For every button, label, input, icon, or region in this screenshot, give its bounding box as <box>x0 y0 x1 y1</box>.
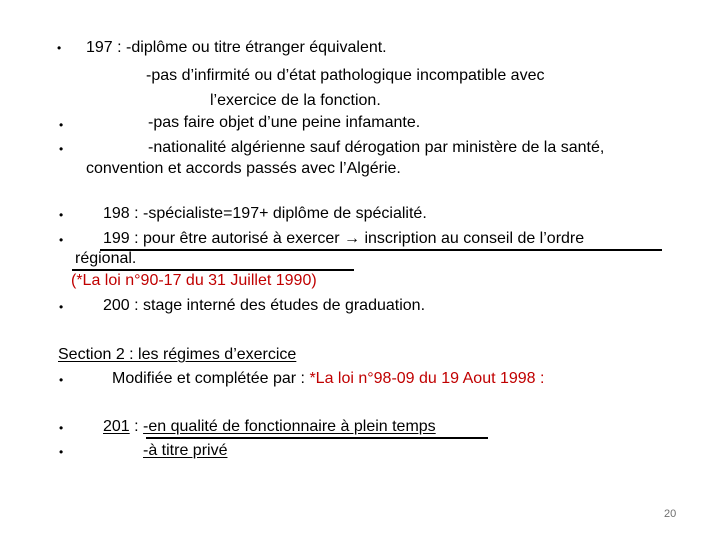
law-reference: *La loi n°98-09 du 19 Aout 1998 : <box>309 370 545 387</box>
text-line: 198 : -spécialiste=197+ diplôme de spécialité. <box>103 205 427 222</box>
text-line: -en qualité de fonctionnaire à plein temps <box>143 418 436 435</box>
text-line: -nationalité algérienne sauf dérogation par ministère de la santé, <box>148 139 605 156</box>
text-line: 197 : -diplôme ou titre étranger équivalent. <box>86 39 387 56</box>
text-line: l’exercice de la fonction. <box>210 92 381 109</box>
text-line: 200 : stage interné des études de graduation. <box>103 297 426 314</box>
bullet: • <box>57 41 62 55</box>
bullet: • <box>59 233 64 247</box>
separator: : <box>129 418 144 435</box>
article-number: 201 <box>103 418 130 435</box>
text-line <box>103 416 436 438</box>
bullet: • <box>59 208 64 222</box>
text-line: 199 : pour être autorisé à exercer → inscription au conseil de l’ordre <box>103 230 585 247</box>
bullet: • <box>59 142 64 156</box>
text-line: -à titre privé <box>143 442 228 459</box>
underline-bar <box>146 437 488 439</box>
bullet: • <box>59 421 64 435</box>
bullet: • <box>59 300 64 314</box>
law-reference: (*La loi n°90-17 du 31 Juillet 1990) <box>71 272 317 289</box>
modification-prefix: Modifiée et complétée par : <box>112 370 310 387</box>
text-line: régional. <box>75 250 137 267</box>
page-number: 20 <box>664 508 677 520</box>
text-line: -pas faire objet d’une peine infamante. <box>148 114 421 131</box>
text-line <box>112 368 544 390</box>
text-line: -pas d’infirmité ou d’état pathologique incompatible avec <box>146 67 545 84</box>
underline-bar <box>100 249 662 251</box>
bullet: • <box>59 118 64 132</box>
bullet: • <box>59 445 64 459</box>
bullet: • <box>59 373 64 387</box>
text-line: convention et accords passés avec l’Algérie. <box>86 160 401 177</box>
section-title: Section 2 : les régimes d’exercice <box>58 346 297 363</box>
